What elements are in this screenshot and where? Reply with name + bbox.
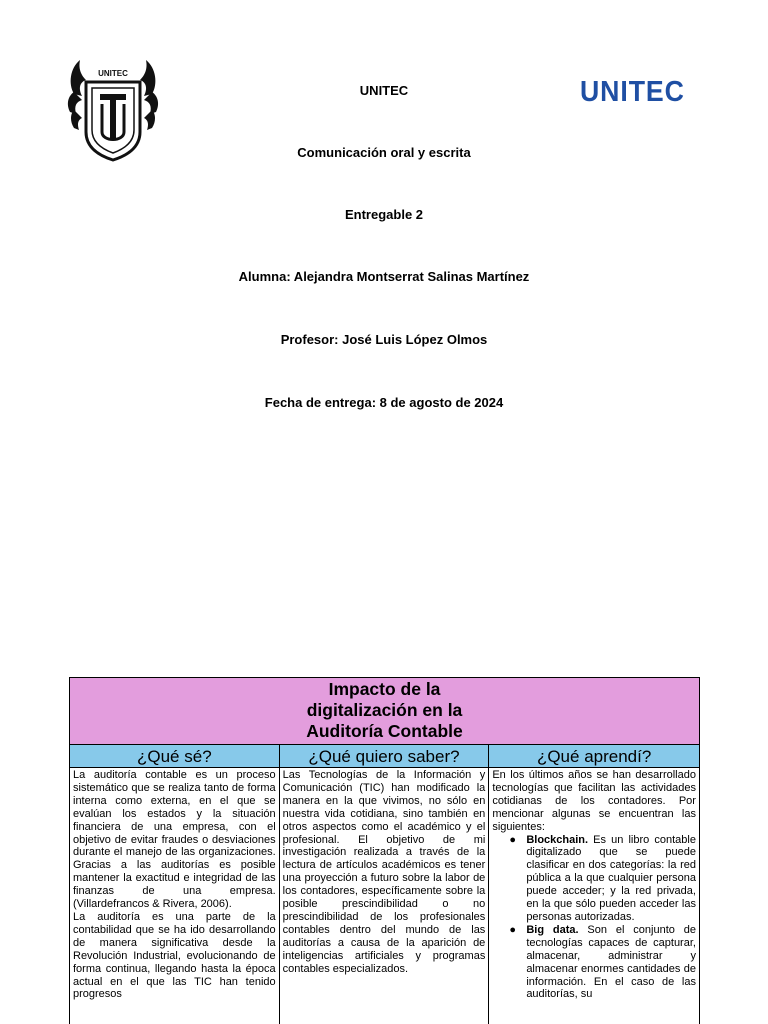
column-body bbox=[280, 768, 489, 977]
due-date: Fecha de entrega: 8 de agosto de 2024 bbox=[264, 395, 504, 410]
institution-name: UNITEC bbox=[359, 83, 409, 98]
column-heading: ¿Qué aprendí? bbox=[489, 745, 699, 768]
column-que-quiero-saber bbox=[280, 745, 490, 1024]
column-body bbox=[489, 768, 699, 1002]
kwl-table bbox=[69, 677, 700, 1024]
professor-name: Profesor: José Luis López Olmos bbox=[280, 332, 488, 347]
column-body bbox=[70, 768, 279, 1002]
list-item-text: Son el conjunto de tecnologías capaces de capturar, almacenar, administrar y almacenar enormes cantidades de información. En el caso de las auditorías, su bbox=[526, 923, 696, 1001]
table-title-line: digitalización en la bbox=[306, 700, 463, 720]
seal-text-top: UNITEC bbox=[98, 69, 128, 78]
list-item bbox=[492, 924, 696, 1001]
paragraph: En los últimos años se han desarrollado tecnologías que facilitan las actividades cotidianas de los contadores. Por mencionar algunas se encuentran las siguientes: bbox=[492, 769, 696, 833]
list-item-term: Big data. bbox=[526, 923, 579, 936]
bullet-icon: ● bbox=[509, 833, 516, 846]
column-heading: ¿Qué sé? bbox=[70, 745, 279, 768]
list-item-text: Es un libro contable digitalizado que se puede clasificar en dos categorías: la red pública a la que cualquier persona puede acceder; y la red privada, en la que sólo pueden acceder las personas autorizadas. bbox=[526, 833, 696, 923]
paragraph: Las Tecnologías de la Información y Comunicación (TIC) han modificado la manera en la que vivimos, no sólo en nuestra vida cotidiana, sino también en otros aspectos como el académico y el profesional. El objetivo de mi investigación realizada a través de la lectura de artículos académicos es tener una proyección a futuro sobre la labor de los contadores, específicamente sobre la posible prescindibilidad o no prescindibilidad de los profesionales contables dentro del mundo de las auditorías a causa de la aparición de inteligencias artificiales y programas contables especializados. bbox=[282, 769, 486, 975]
column-heading: ¿Qué quiero saber? bbox=[280, 745, 489, 768]
deliverable-title: Entregable 2 bbox=[344, 207, 424, 222]
bullet-icon: ● bbox=[509, 923, 516, 936]
bullet-list bbox=[492, 834, 696, 1002]
table-title bbox=[70, 678, 699, 745]
list-item-term: Blockchain. bbox=[526, 833, 589, 846]
paragraph: La auditoría es una parte de la contabilidad que se ha ido desarrollando de manera significativa desde la Revolución Industrial, evolucionando de forma continua, llegando hasta la época actual en el que las TIC han tenido progresos bbox=[73, 910, 276, 1001]
table-title-line: Impacto de la bbox=[328, 679, 441, 699]
paragraph: La auditoría contable es un proceso sistemático que se realiza tanto de forma interna como externa, en el que se evalúan los estados y la situación financiera de una empresa, con el objetivo de evitar fraudes o desviaciones durante el manejo de las organizaciones. Gracias a las auditorías es posible mantener la exactitud e integridad de las finanzas de una empresa. (Villardefrancos & Rivera, 2006). bbox=[73, 769, 276, 911]
table-columns bbox=[70, 745, 699, 1024]
course-name: Comunicación oral y escrita bbox=[297, 145, 471, 160]
table-title-line: Auditoría Contable bbox=[306, 721, 463, 741]
column-que-se bbox=[70, 745, 280, 1024]
unitec-wordmark-logo: UNITEC bbox=[580, 76, 685, 108]
student-name: Alumna: Alejandra Montserrat Salinas Martínez bbox=[238, 269, 530, 284]
list-item bbox=[492, 834, 696, 924]
column-que-aprendi bbox=[489, 745, 699, 1024]
